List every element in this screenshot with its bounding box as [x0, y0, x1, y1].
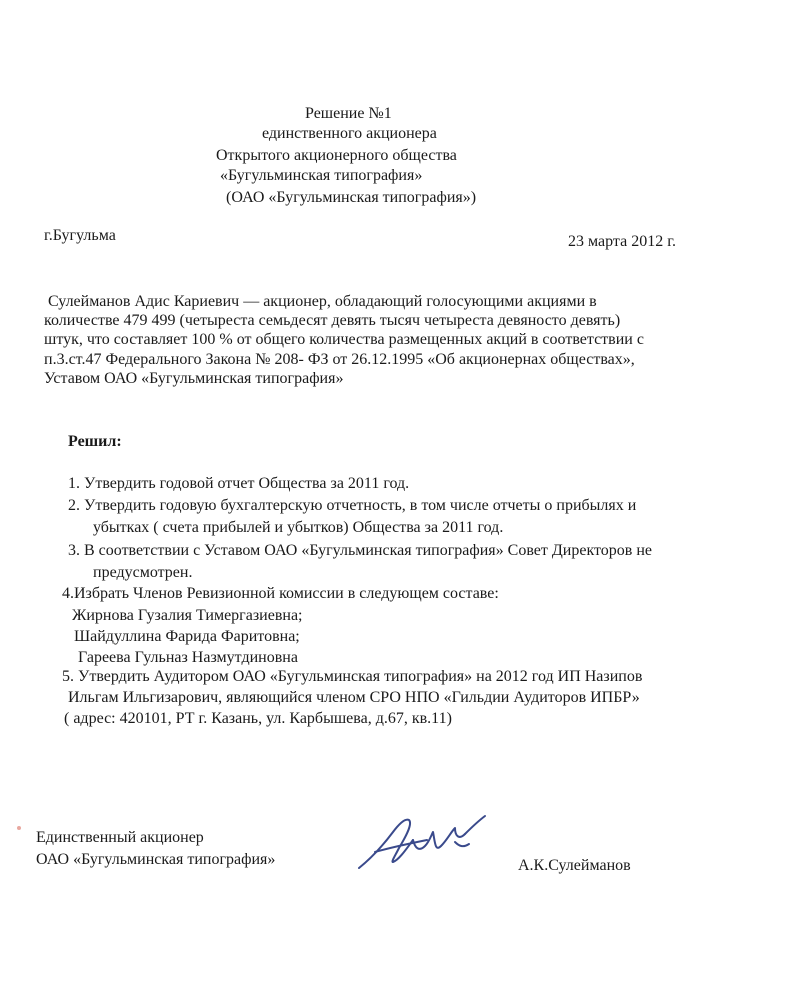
doc-subtitle-line3: Открытого акционерного общества — [216, 147, 457, 164]
doc-subtitle-line5: (ОАО «Бугульминская типография») — [226, 189, 477, 206]
list-item: 1. Утвердить годовой отчет Общества за 2011 год. — [68, 475, 410, 492]
list-item: Шайдуллина Фарида Фаритовна; — [74, 628, 300, 645]
list-item: 3. В соответствии с Уставом ОАО «Бугульминская типография» Совет Директоров не — [68, 542, 653, 559]
list-item: 2. Утвердить годовую бухгалтерскую отчетность, в том числе отчеты о прибылях и — [68, 497, 637, 514]
list-item: 4.Избрать Членов Ревизионной комиссии в следующем составе: — [62, 585, 499, 602]
list-item: 5. Утвердить Аудитором ОАО «Бугульминская типография» на 2012 год ИП Назипов — [62, 668, 643, 685]
date: 23 марта 2012 г. — [568, 233, 676, 250]
footer-role-line2: ОАО «Бугульминская типография» — [36, 851, 276, 868]
list-item: Жирнова Гузалия Тимергазиевна; — [72, 607, 303, 624]
intro-line: п.3.ст.47 Федерального Закона № 208- ФЗ от 26.12.1995 «Об акционернах обществах», — [44, 351, 635, 368]
list-item: Гареева Гульназ Назмутдиновна — [78, 649, 298, 666]
signature-icon — [355, 812, 495, 874]
list-item: убытках ( счета прибылей и убытков) Общества за 2011 год. — [93, 519, 504, 536]
doc-title: Решение №1 — [305, 105, 392, 122]
list-item: Ильгам Ильгизарович, являющийся членом СРО НПО «Гильдии Аудиторов ИПБР» — [68, 689, 640, 706]
resolved-heading: Решил: — [68, 433, 122, 450]
intro-line: штук, что составляет 100 % от общего количества размещенных акций в соответствии с — [44, 331, 644, 348]
list-item: предусмотрен. — [93, 564, 193, 581]
footer-role-line1: Единственный акционер — [36, 829, 204, 846]
intro-line: Сулейманов Адис Кариевич — акционер, обладающий голосующими акциями в — [48, 293, 597, 310]
doc-subtitle-line4: «Бугульминская типография» — [220, 167, 423, 184]
signer-name: А.К.Сулейманов — [518, 857, 631, 874]
intro-line: Уставом ОАО «Бугульминская типография» — [44, 370, 344, 387]
list-item: ( адрес: 420101, РТ г. Казань, ул. Карбышева, д.67, кв.11) — [64, 710, 452, 727]
stray-mark — [17, 826, 21, 830]
doc-subtitle-line2: единственного акционера — [262, 125, 437, 142]
intro-line: количестве 479 499 (четыреста семьдесят девять тысяч четыреста девяносто девять) — [44, 312, 621, 329]
place: г.Бугульма — [44, 227, 116, 244]
